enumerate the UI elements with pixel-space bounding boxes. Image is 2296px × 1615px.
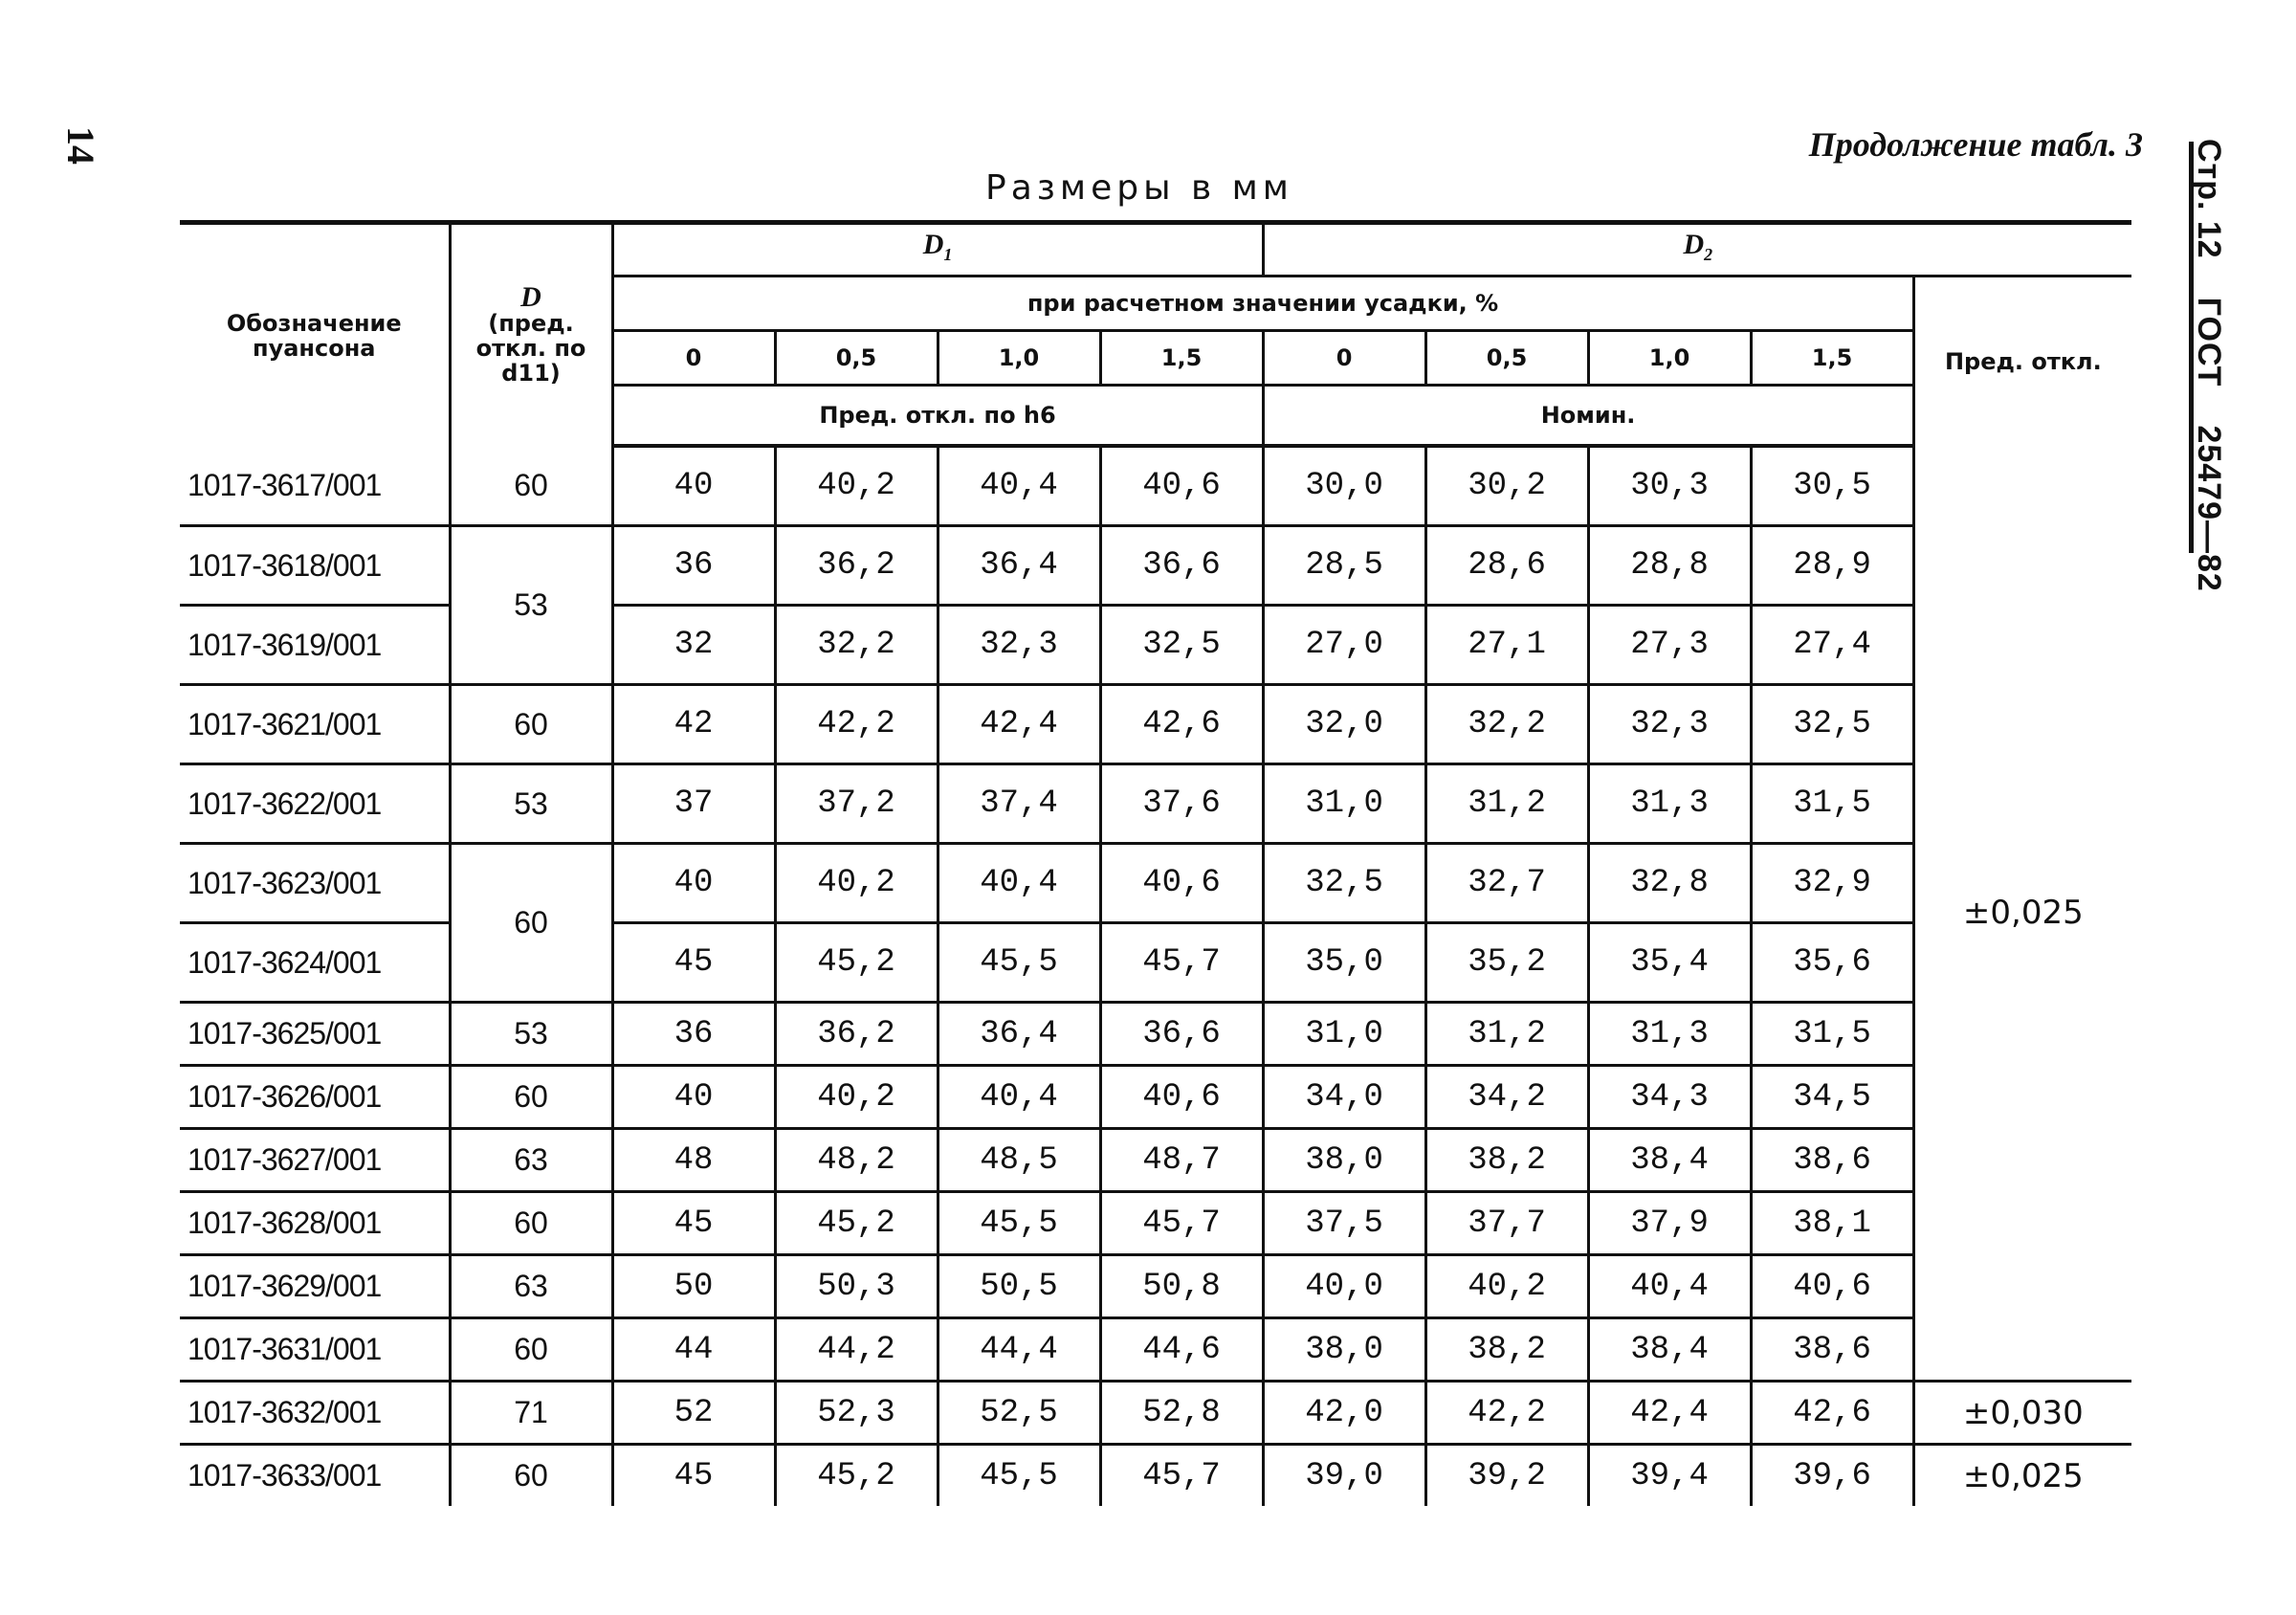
d2-value: 38,6 [1751, 1129, 1913, 1192]
table-row [180, 1066, 2131, 1129]
d2-value: 38,6 [1751, 1318, 1913, 1382]
header-d1-tolerance: Пред. откл. по h6 [612, 386, 1263, 447]
header-d2-nominal: Номин. [1263, 386, 1913, 447]
d2-value: 30,0 [1263, 446, 1425, 526]
d2-value: 39,2 [1425, 1445, 1588, 1507]
d1-value: 42,6 [1100, 685, 1263, 764]
table-row [180, 1382, 2131, 1445]
tolerance-value: ±0,030 [1913, 1382, 2131, 1445]
header-d1-sub: 1 [943, 245, 953, 264]
d1-value: 40 [612, 1066, 775, 1129]
d2-value: 35,6 [1751, 923, 1913, 1003]
d1-value: 48,5 [938, 1129, 1100, 1192]
d1-value: 45,2 [775, 1192, 938, 1255]
d2-value: 37,5 [1263, 1192, 1425, 1255]
header-shrinkage: при расчетном значении усадки, % [612, 277, 1913, 331]
header-shrink-value: 0 [1263, 331, 1425, 386]
d1-value: 40,6 [1100, 1066, 1263, 1129]
d1-value: 36,6 [1100, 1003, 1263, 1066]
d1-value: 48 [612, 1129, 775, 1192]
table-row [180, 1003, 2131, 1066]
d1-value: 52,8 [1100, 1382, 1263, 1445]
d1-value: 52,5 [938, 1382, 1100, 1445]
d1-value: 37,4 [938, 764, 1100, 844]
d2-value: 40,0 [1263, 1255, 1425, 1318]
d1-value: 36 [612, 1003, 775, 1066]
table-row [180, 526, 2131, 606]
d1-value: 50,8 [1100, 1255, 1263, 1318]
d2-value: 38,4 [1588, 1129, 1751, 1192]
table-row [180, 1445, 2131, 1507]
d2-value: 31,5 [1751, 764, 1913, 844]
table-row [180, 685, 2131, 764]
tolerance-value: ±0,025 [1962, 1456, 2084, 1495]
d2-value: 39,0 [1263, 1445, 1425, 1507]
d-value: 60 [450, 1066, 612, 1129]
d2-value: 38,1 [1751, 1192, 1913, 1255]
header-d2-sub: 2 [1704, 245, 1713, 264]
d2-value: 30,2 [1425, 446, 1588, 526]
d2-value: 28,5 [1263, 526, 1425, 606]
side-label [2190, 139, 2227, 592]
header-d2-symbol: D [1683, 229, 1705, 260]
d1-value: 52,3 [775, 1382, 938, 1445]
d2-value: 34,3 [1588, 1066, 1751, 1129]
d-value: 60 [450, 446, 612, 526]
d2-value: 35,2 [1425, 923, 1588, 1003]
d1-value: 36,4 [938, 1003, 1100, 1066]
punch-code: 1017-3626/001 [180, 1066, 450, 1129]
d2-value: 31,2 [1425, 764, 1588, 844]
d1-value: 44,6 [1100, 1318, 1263, 1382]
d1-value: 45 [612, 1445, 775, 1507]
d-value: 60 [450, 1445, 612, 1507]
side-label-standard: ГОСТ [2191, 297, 2227, 387]
d2-value: 42,6 [1751, 1382, 1913, 1445]
d1-value: 42,2 [775, 685, 938, 764]
header-d-symbol: D [520, 281, 541, 313]
d1-value: 40,4 [938, 1066, 1100, 1129]
table-row [180, 1318, 2131, 1382]
d2-value: 42,4 [1588, 1382, 1751, 1445]
header-tolerance: Пред. откл. [1913, 277, 2131, 447]
d1-value: 40 [612, 844, 775, 923]
d1-value: 36,4 [938, 526, 1100, 606]
d-value: 71 [450, 1382, 612, 1445]
d2-value: 32,0 [1263, 685, 1425, 764]
d2-value: 32,7 [1425, 844, 1588, 923]
d2-value: 31,0 [1263, 1003, 1425, 1066]
d1-value: 44,2 [775, 1318, 938, 1382]
header-designation: Обозначение пуансона [180, 223, 450, 447]
d2-value: 39,6 [1751, 1445, 1913, 1507]
d2-value: 28,9 [1751, 526, 1913, 606]
d1-value: 50,3 [775, 1255, 938, 1318]
d1-value: 45,2 [775, 1445, 938, 1507]
punch-code: 1017-3621/001 [180, 685, 450, 764]
table-row [180, 446, 2131, 526]
d2-value: 32,2 [1425, 685, 1588, 764]
d2-value: 32,5 [1263, 844, 1425, 923]
d1-value: 40,2 [775, 844, 938, 923]
d1-value: 52 [612, 1382, 775, 1445]
punch-code: 1017-3619/001 [180, 606, 450, 685]
d1-value: 36,6 [1100, 526, 1263, 606]
header-shrink-value: 1,0 [938, 331, 1100, 386]
d2-value: 40,4 [1588, 1255, 1751, 1318]
d1-value: 44 [612, 1318, 775, 1382]
punch-code: 1017-3628/001 [180, 1192, 450, 1255]
header-d1-symbol: D [922, 229, 944, 260]
d2-value: 38,2 [1425, 1129, 1588, 1192]
d2-value: 37,7 [1425, 1192, 1588, 1255]
d1-value: 40,2 [775, 1066, 938, 1129]
d1-value: 45,5 [938, 1192, 1100, 1255]
d2-value: 32,5 [1751, 685, 1913, 764]
punch-code: 1017-3618/001 [180, 526, 450, 606]
d1-value: 42 [612, 685, 775, 764]
d2-value: 38,0 [1263, 1318, 1425, 1382]
d2-value: 32,9 [1751, 844, 1913, 923]
punch-code: 1017-3623/001 [180, 844, 450, 923]
header-shrink-value: 1,5 [1100, 331, 1263, 386]
d2-value: 27,1 [1425, 606, 1588, 685]
d1-value: 37,6 [1100, 764, 1263, 844]
d2-value: 31,3 [1588, 764, 1751, 844]
d1-value: 45 [612, 1192, 775, 1255]
d2-value: 38,0 [1263, 1129, 1425, 1192]
d1-value: 50,5 [938, 1255, 1100, 1318]
d2-value: 34,0 [1263, 1066, 1425, 1129]
d2-value: 30,5 [1751, 446, 1913, 526]
punch-code: 1017-3617/001 [180, 446, 450, 526]
header-d1 [612, 223, 1263, 277]
d1-value: 45,2 [775, 923, 938, 1003]
punch-code: 1017-3631/001 [180, 1318, 450, 1382]
header-d [450, 223, 612, 447]
d2-value: 34,2 [1425, 1066, 1588, 1129]
d-value: 53 [450, 526, 612, 685]
d1-value: 32,3 [938, 606, 1100, 685]
header-shrink-value: 1,5 [1751, 331, 1913, 386]
table-row [180, 1255, 2131, 1318]
d2-value: 42,0 [1263, 1382, 1425, 1445]
d1-value: 40,6 [1100, 446, 1263, 526]
header-shrink-value: 1,0 [1588, 331, 1751, 386]
d1-value: 50 [612, 1255, 775, 1318]
d2-value: 37,9 [1588, 1192, 1751, 1255]
d1-value: 40,6 [1100, 844, 1263, 923]
header-shrink-value: 0,5 [1425, 331, 1588, 386]
table-row [180, 764, 2131, 844]
d1-value: 32,5 [1100, 606, 1263, 685]
table-continuation: Продолжение табл. 3 [1808, 125, 2143, 164]
d1-value: 40,4 [938, 844, 1100, 923]
header-shrink-value: 0 [612, 331, 775, 386]
d1-value: 40 [612, 446, 775, 526]
d-value: 60 [450, 1192, 612, 1255]
d2-value: 27,4 [1751, 606, 1913, 685]
d1-value: 36 [612, 526, 775, 606]
page-number: 14 [59, 126, 102, 165]
d2-value: 27,0 [1263, 606, 1425, 685]
side-label-page: Стр. 12 [2191, 139, 2227, 259]
punch-code: 1017-3622/001 [180, 764, 450, 844]
d1-value: 42,4 [938, 685, 1100, 764]
header-d-note: (пред. откл. по d11) [475, 310, 586, 387]
punch-code: 1017-3633/001 [180, 1445, 450, 1507]
d1-value: 45,7 [1100, 1192, 1263, 1255]
d2-value: 32,8 [1588, 844, 1751, 923]
d2-value: 28,8 [1588, 526, 1751, 606]
d2-value: 31,2 [1425, 1003, 1588, 1066]
d1-value: 45,7 [1100, 1445, 1263, 1507]
d2-value: 39,4 [1588, 1445, 1751, 1507]
d1-value: 32 [612, 606, 775, 685]
d1-value: 45 [612, 923, 775, 1003]
tolerance-value: ±0,025 [1913, 446, 2131, 1382]
d1-value: 37 [612, 764, 775, 844]
header-d2 [1263, 223, 2131, 277]
d-value: 60 [450, 685, 612, 764]
d-value: 63 [450, 1255, 612, 1318]
d2-value: 38,2 [1425, 1318, 1588, 1382]
d-value: 60 [450, 1318, 612, 1382]
d1-value: 48,2 [775, 1129, 938, 1192]
side-label-number: 25479—82 [2191, 425, 2227, 592]
header-shrink-value: 0,5 [775, 331, 938, 386]
d1-value: 37,2 [775, 764, 938, 844]
d2-value: 42,2 [1425, 1382, 1588, 1445]
d-value: 63 [450, 1129, 612, 1192]
d-value: 53 [450, 764, 612, 844]
punch-code: 1017-3627/001 [180, 1129, 450, 1192]
d2-value: 32,3 [1588, 685, 1751, 764]
d2-value: 31,0 [1263, 764, 1425, 844]
d2-value: 34,5 [1751, 1066, 1913, 1129]
d1-value: 40,4 [938, 446, 1100, 526]
d2-value: 30,3 [1588, 446, 1751, 526]
d2-value: 35,0 [1263, 923, 1425, 1003]
punch-code: 1017-3625/001 [180, 1003, 450, 1066]
d2-value: 40,2 [1425, 1255, 1588, 1318]
d1-value: 45,7 [1100, 923, 1263, 1003]
punch-code: 1017-3629/001 [180, 1255, 450, 1318]
table-row [180, 844, 2131, 923]
d2-value: 35,4 [1588, 923, 1751, 1003]
d1-value: 36,2 [775, 526, 938, 606]
d2-value: 38,4 [1588, 1318, 1751, 1382]
d2-value: 31,5 [1751, 1003, 1913, 1066]
d2-value: 28,6 [1425, 526, 1588, 606]
d-value: 60 [450, 844, 612, 1003]
table-row [180, 1129, 2131, 1192]
d2-value: 31,3 [1588, 1003, 1751, 1066]
d1-value: 44,4 [938, 1318, 1100, 1382]
d-value: 53 [450, 1003, 612, 1066]
dimensions-table [180, 220, 2131, 1506]
d1-value: 36,2 [775, 1003, 938, 1066]
punch-code: 1017-3624/001 [180, 923, 450, 1003]
d2-value: 27,3 [1588, 606, 1751, 685]
d1-value: 48,7 [1100, 1129, 1263, 1192]
punch-code: 1017-3632/001 [180, 1382, 450, 1445]
d1-value: 32,2 [775, 606, 938, 685]
d1-value: 40,2 [775, 446, 938, 526]
units-caption: Размеры в мм [985, 168, 1293, 208]
table-row [180, 1192, 2131, 1255]
d2-value: 40,6 [1751, 1255, 1913, 1318]
d1-value: 45,5 [938, 1445, 1100, 1507]
d1-value: 45,5 [938, 923, 1100, 1003]
